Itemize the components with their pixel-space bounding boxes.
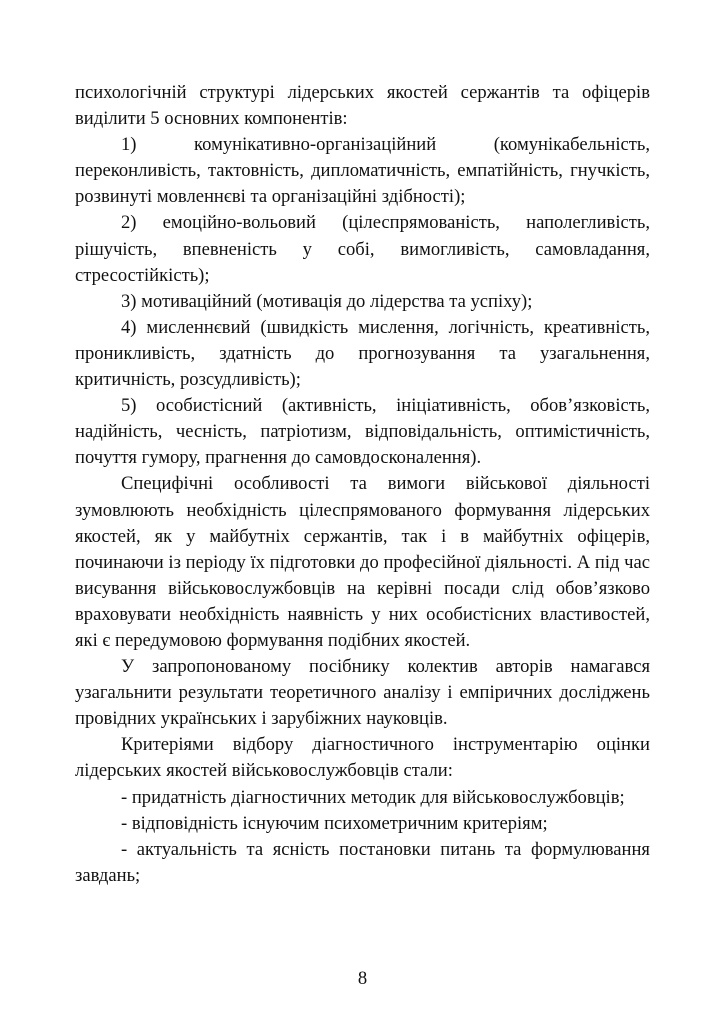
list-item-communicative: 1) комунікативно-організаційний (комунікабельність, переконливість, тактовність, дипломатичність, емпатійність, гнучкість, розвинуті мовленнєві та організаційні здібності); [75, 134, 650, 208]
criteria-item-psychometric: - відповідність існуючим психометричним критеріям; [121, 812, 548, 834]
paragraph-specific-features: Специфічні особливості та вимоги військової діяльності зумовлюють необхідність цілеспрямованого формування лідерських якостей, як у майбутніх сержантів, так і в майбутніх офіцерів, починаючи із періоду їх підготовки до професійної діяльності. А під час висування військовослужбовців на керівні посади слід обов’язково враховувати необхідність наявність у них особистісних властивостей, які є передумовою формування подібних якостей. [75, 473, 650, 651]
page-number: 8 [357, 968, 368, 989]
paragraph-continuation: психологічній структурі лідерських якостей сержантів та офіцерів виділити 5 основних компонентів: [75, 82, 650, 130]
list-item-motivational: 3) мотиваційний (мотивація до лідерства та успіху); [121, 290, 533, 312]
list-item-emotional-volitional: 2) емоційно-вольовий (цілеспрямованість, наполегливість, рішучість, впевненість у собі, вимогливість, самовладання, стресостійкість); [75, 212, 650, 286]
list-item-personal: 5) особистісний (активність, ініціативність, обов’язковість, надійність, чесність, патріотизм, відповідальність, оптимістичність, почуття гумору, прагнення до самовдосконалення). [75, 395, 650, 469]
criteria-item-clarity: - актуальність та ясність постановки питань та формулювання завдань; [75, 838, 650, 886]
paragraph-authors: У запропонованому посібнику колектив авторів намагався узагальнити результати теоретичного аналізу і емпіричних досліджень провідних українських і зарубіжних науковців. [75, 656, 650, 730]
paragraph-criteria: Критеріями відбору діагностичного інструментарію оцінки лідерських якостей військовослужбовців стали: [75, 734, 650, 782]
criteria-item-suitability: - придатність діагностичних методик для військовослужбовців; [121, 786, 625, 808]
list-item-thinking: 4) мисленнєвий (швидкість мислення, логічність, креативність, проникливість, здатність до прогнозування та узагальнення, критичність, розсудливість); [75, 316, 650, 391]
document-page [75, 80, 650, 889]
